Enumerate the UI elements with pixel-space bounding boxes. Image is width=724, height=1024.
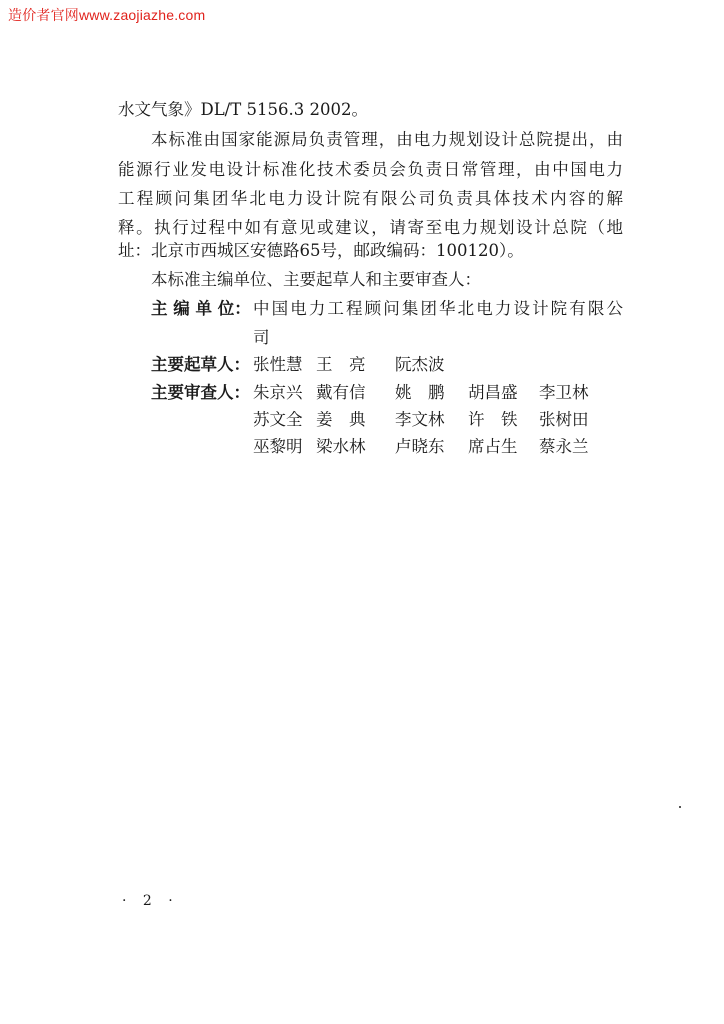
drafters-label: 主要起草人： <box>151 355 250 374</box>
reviewer-name: 胡昌盛 <box>468 383 518 402</box>
intro-line: 本标准主编单位、主要起草人和主要审查人： <box>151 270 481 289</box>
paragraph-line: 水文气象》DL/T 5156.3 2002。 <box>118 100 368 119</box>
scan-speck <box>679 806 681 808</box>
paragraph-line: 工程顾问集团华北电力设计院有限公司负责具体技术内容的解 <box>118 189 623 208</box>
reviewer-name: 许 铁 <box>468 410 518 429</box>
paragraph-line: 址：北京市西城区安德路65号，邮政编码：100120）。 <box>118 241 524 260</box>
editor-label: 主 编 单 位： <box>151 299 251 318</box>
page-number: · 2 · <box>122 893 179 909</box>
reviewer-name: 姚 鹏 <box>395 383 445 402</box>
paragraph-line: 能源行业发电设计标准化技术委员会负责日常管理，由中国电力 <box>118 160 623 179</box>
reviewers-label: 主要审查人： <box>151 383 250 402</box>
reviewer-name: 姜 典 <box>316 410 366 429</box>
reviewer-name: 巫黎明 <box>253 437 303 456</box>
drafter-name: 张性慧 <box>253 355 303 374</box>
drafter-name: 阮杰波 <box>395 355 445 374</box>
reviewer-name: 苏文全 <box>253 410 303 429</box>
editor-value: 中国电力工程顾问集团华北电力设计院有限公 <box>253 299 623 318</box>
reviewer-name: 张树田 <box>539 410 589 429</box>
editor-value-cont: 司 <box>253 328 270 347</box>
drafter-name: 王 亮 <box>316 355 366 374</box>
reviewer-name: 李文林 <box>395 410 445 429</box>
reviewer-name: 戴有信 <box>316 383 366 402</box>
reviewer-name: 李卫林 <box>539 383 589 402</box>
paragraph-line: 本标准由国家能源局负责管理，由电力规划设计总院提出，由 <box>151 130 623 149</box>
watermark-text[interactable]: 造价者官网www.zaojiazhe.com <box>8 7 206 23</box>
reviewer-name: 朱京兴 <box>253 383 303 402</box>
reviewer-name: 席占生 <box>468 437 518 456</box>
reviewer-name: 蔡永兰 <box>539 437 589 456</box>
reviewer-name: 梁水林 <box>316 437 366 456</box>
reviewer-name: 卢晓东 <box>395 437 445 456</box>
paragraph-line: 释。执行过程中如有意见或建议，请寄至电力规划设计总院（地 <box>118 218 623 237</box>
